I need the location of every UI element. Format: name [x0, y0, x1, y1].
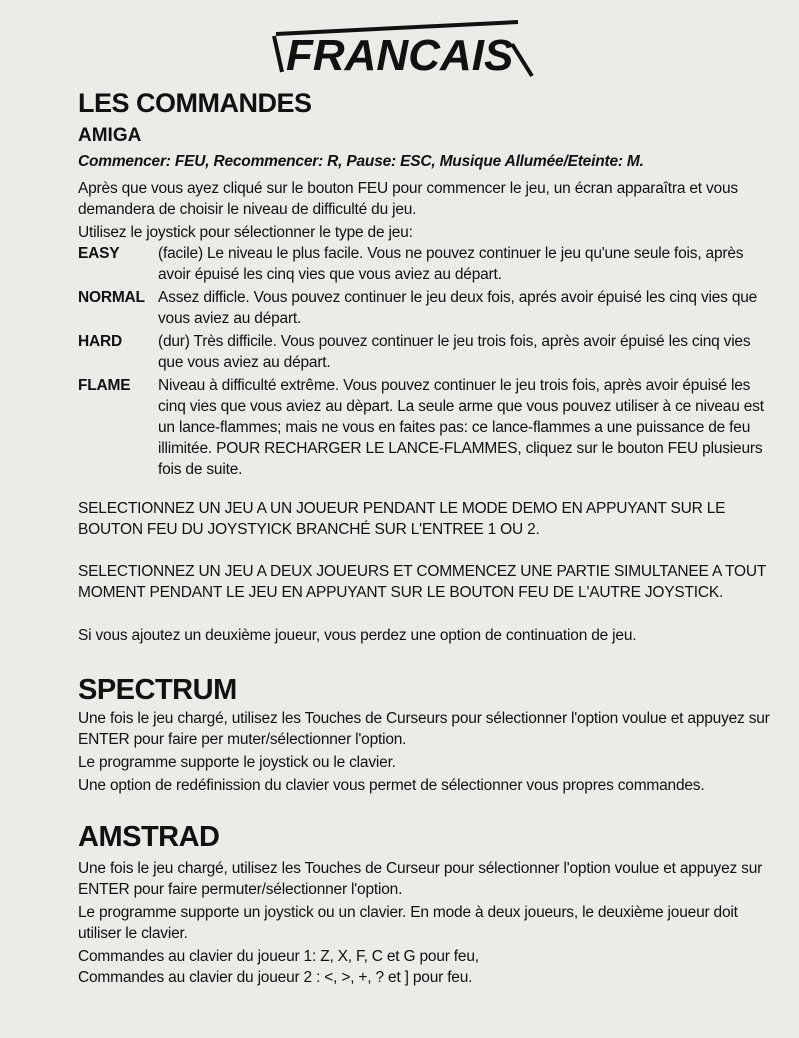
- amstrad-p3b: Commandes au clavier du joueur 2 : <, >, +, ? et ] pour feu.: [78, 969, 473, 986]
- two-player-instructions: SELECTIONNEZ UN JEU A DEUX JOUEURS ET COMMENCEZ UNE PARTIE SIMULTANEE A TOUT MOMENT PENDANT LE JEU EN APPUYANT SUR LE BOUTON FEU DE L'AUTRE JOYSTICK.: [78, 563, 766, 601]
- level-easy-text: (facile) Le niveau le plus facile. Vous ne pouvez continuer le jeu qu'une seule fois, après avoir épuisé les cinq vies que vous aviez au départ.: [158, 245, 744, 283]
- amiga-controls-line: Commencer: FEU, Recommencer: R, Pause: ESC, Musique Allumée/Eteinte: M.: [78, 153, 644, 170]
- level-flame-name: FLAME: [78, 377, 131, 394]
- commands-heading: LES COMMANDES: [78, 88, 312, 118]
- one-player-instructions: SELECTIONNEZ UN JEU A UN JOUEUR PENDANT LE MODE DEMO EN APPUYANT SUR LE BOUTON FEU DU JOYSTYICK BRANCHÉ SUR L'ENTREE 1 OU 2.: [78, 500, 726, 538]
- language-banner: [268, 14, 538, 84]
- amiga-joystick-line: Utilisez le joystick pour sélectionner le type de jeu:: [78, 224, 413, 241]
- amstrad-p3a: Commandes au clavier du joueur 1: Z, X, F, C et G pour feu,: [78, 948, 479, 965]
- language-banner-graphic: [268, 14, 538, 84]
- amiga-intro: Après que vous ayez cliqué sur le bouton FEU pour commencer le jeu, un écran apparaîtra et vous demandera de choisir le niveau de difficulté du jeu.: [78, 180, 738, 218]
- level-flame: [78, 375, 773, 480]
- spectrum-heading: SPECTRUM: [78, 674, 237, 706]
- level-normal-text: Assez difficle. Vous pouvez continuer le jeu deux fois, aprés avoir épuisé les cinq vies que vous aviez au départ.: [158, 289, 758, 327]
- level-easy-name: EASY: [78, 245, 120, 262]
- second-player-note: Si vous ajoutez un deuxième joueur, vous perdez une option de continuation de jeu.: [78, 627, 637, 644]
- level-normal-name: NORMAL: [78, 289, 145, 306]
- level-easy: [78, 243, 773, 285]
- level-normal: [78, 287, 773, 329]
- spectrum-p3: Une option de redéfinission du clavier vous permet de sélectionner vous propres commandes.: [78, 777, 705, 794]
- language-title: FRANCAIS: [286, 31, 514, 80]
- banner-left-slash: [274, 36, 282, 72]
- amiga-heading: AMIGA: [78, 125, 142, 146]
- spectrum-p2: Le programme supporte le joystick ou le clavier.: [78, 754, 396, 771]
- spectrum-p1: Une fois le jeu chargé, utilisez les Touches de Curseurs pour sélectionner l'option voulue et appuyez sur ENTER pour faire per muter/sélectionner l'option.: [78, 710, 770, 748]
- level-hard: [78, 331, 773, 373]
- level-hard-text: (dur) Très difficile. Vous pouvez continuer le jeu trois fois, après avoir épuisé les cinq vies que vous aviez au départ.: [158, 333, 751, 371]
- amstrad-heading: AMSTRAD: [78, 821, 220, 853]
- amstrad-p2: Le programme supporte un joystick ou un clavier. En mode à deux joueurs, le deuxième joueur doit utiliser le clavier.: [78, 904, 738, 942]
- banner-right-slash: [512, 44, 532, 76]
- level-flame-text: Niveau à difficulté extrême. Vous pouvez continuer le jeu trois fois, après avoir épuisé les cinq vies que vous aviez au dèpart. La seule arme que vous pouvez utiliser à ce niveau est un lance-flammes; mais ne vous en faites pas: ce lance-flammes a une puissance de feu illimitée. POUR RECHARGER LE LANCE-FLAMMES, cliquez sur le bouton FEU plusieurs fois de suite.: [158, 377, 764, 478]
- level-hard-name: HARD: [78, 333, 122, 350]
- amstrad-p1: Une fois le jeu chargé, utilisez les Touches de Curseur pour sélectionner l'option voulue et appuyez sur ENTER pour faire permuter/sélectionner l'option.: [78, 860, 763, 898]
